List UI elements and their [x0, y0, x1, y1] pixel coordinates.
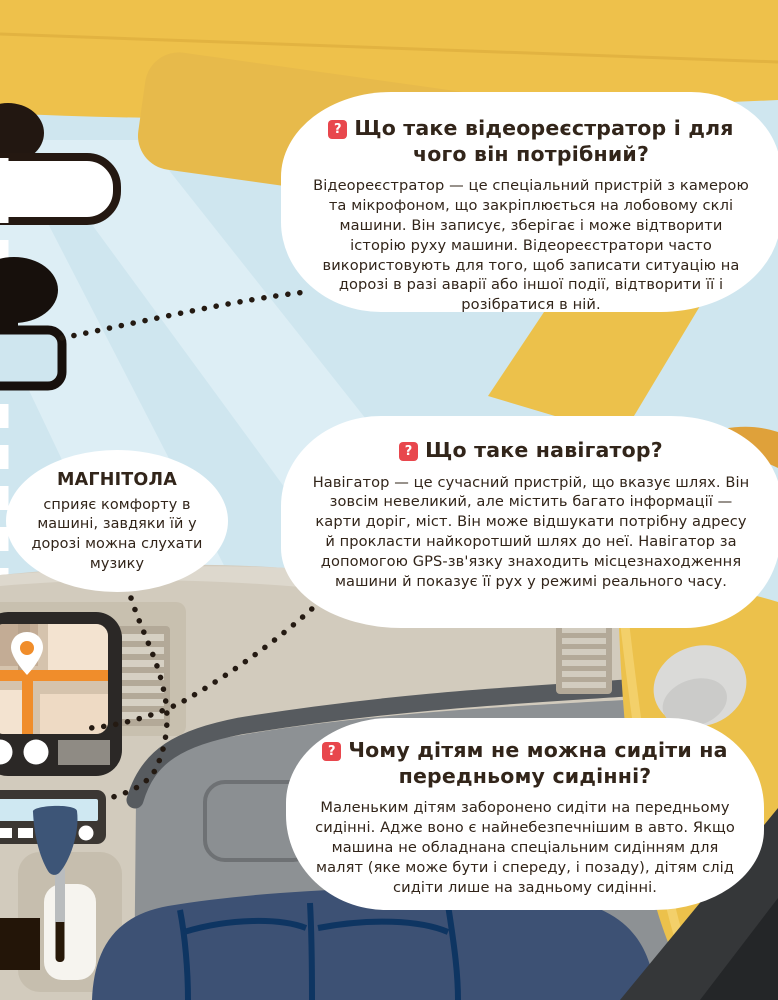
bubble-title-text: Що таке навігатор?	[425, 438, 663, 462]
stereo-button	[0, 828, 12, 838]
navigator-slot	[58, 740, 110, 765]
speech-bubble-navigator	[281, 416, 778, 628]
dashcam-screen	[0, 330, 62, 386]
bubble-title	[311, 116, 751, 167]
question-mark-icon: ?	[328, 120, 347, 139]
bubble-title	[309, 438, 753, 464]
question-mark-icon: ?	[399, 442, 418, 461]
bubble-title-text: МАГНІТОЛА	[57, 470, 177, 490]
question-mark-icon: ?	[322, 742, 341, 761]
bubble-body: сприяє комфорту в машині, завдяки їй у дорозі можна слухати музику	[31, 496, 203, 572]
bubble-body: Навігатор — це сучасний пристрій, що вказує шлях. Він зовсім невеликий, але містить багато інформації — карти доріг, міст. Він може відшукати потрібну адресу й прокласти найкоротший шлях до неї. Навігатор за допомогою GPS-зв'язку знаходить місцезнаходження машини й показує її рух у режимі реального часу.	[312, 473, 750, 590]
speech-bubble-stereo	[6, 450, 228, 592]
stereo-button	[18, 828, 33, 838]
navigator-map	[0, 620, 120, 736]
bubble-title	[312, 738, 738, 789]
console-pocket	[0, 918, 40, 970]
bubble-title-text: Чому дітям не можна сидіти на передньому сидінні?	[348, 738, 728, 788]
bubble-body: Маленьким дітям заборонено сидіти на передньому сидінні. Адже воно є найнебезпечнішим в авто. Якщо машина не обладнана спеціальним сидінням для малят (яке може бути і спереду, і позаду), дітям слід сидіти лише на задньому сидінні.	[315, 799, 735, 896]
gear-stick	[55, 868, 65, 922]
rearview-mirror	[0, 157, 117, 221]
bubble-title	[20, 470, 214, 492]
navigator-button	[24, 740, 49, 765]
navigator-device	[0, 612, 122, 776]
bubble-body: Відеореєстратор — це спеціальний пристрій з камерою та мікрофоном, що закріплюється на лобовому склі машини. Він записує, зберігає і може відтворити історію руху машини. Відеореєстратори часто використовують для того, щоб записати ситуацію на дорозі в разі аварії або іншої події, відтворити її і розібратися в ній.	[313, 177, 749, 314]
bubble-title-text: Що таке відеореєстратор і для чого він потрібний?	[354, 116, 734, 166]
speech-bubble-dashcam	[281, 92, 778, 312]
gear-slot	[44, 884, 96, 980]
speech-bubble-front-seat	[286, 718, 764, 910]
stereo-knob	[79, 826, 94, 841]
